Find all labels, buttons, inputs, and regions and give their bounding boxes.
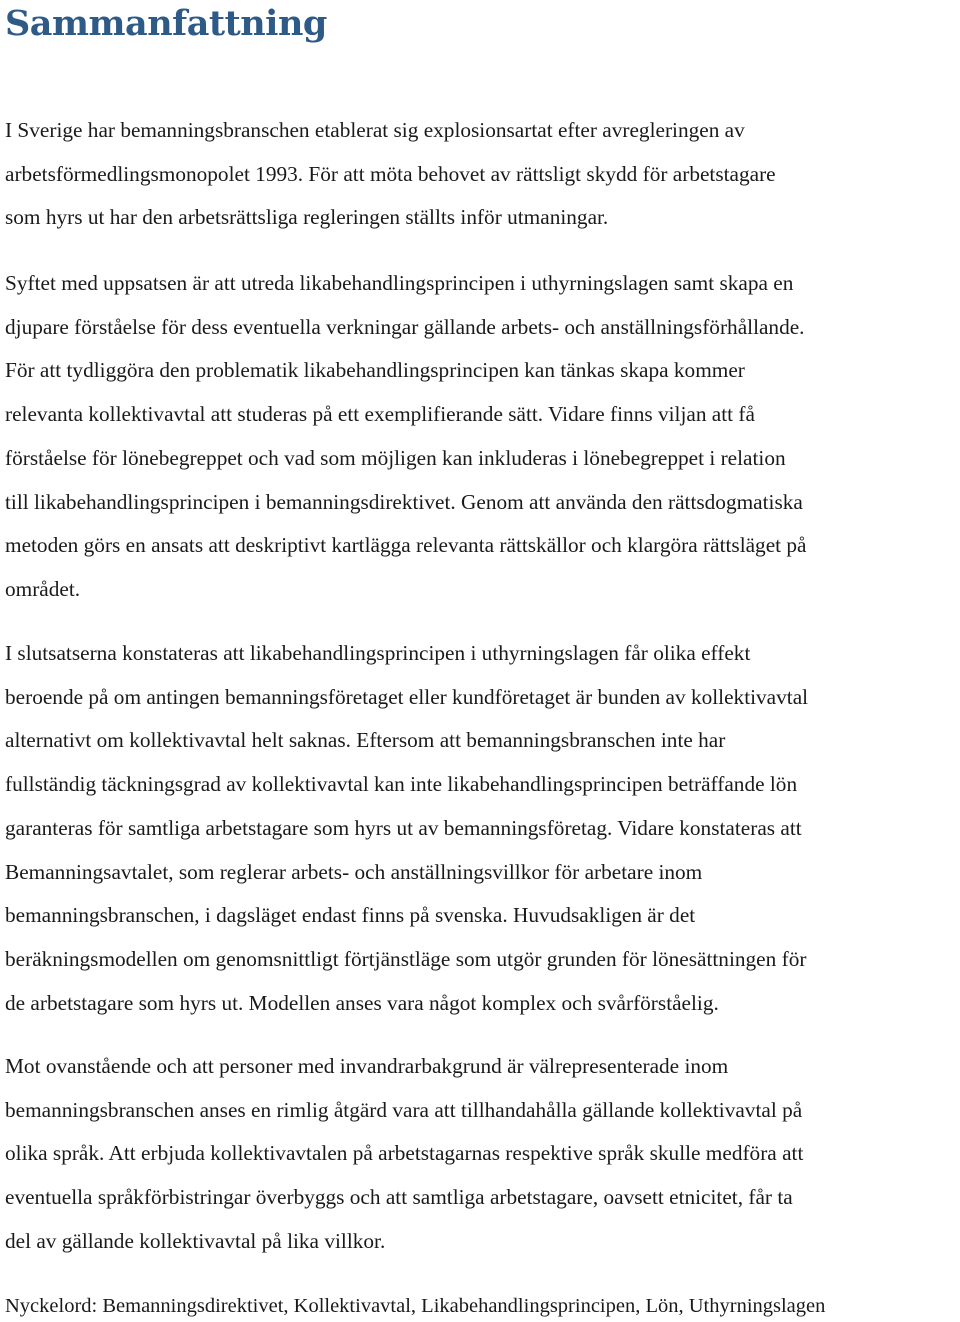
- paragraph-line: de arbetstagare som hyrs ut. Modellen anses vara något komplex och svårförståelig.: [5, 990, 719, 1015]
- paragraph-line: beräkningsmodellen om genomsnittligt förtjänstläge som utgör grunden för lönesättningen för: [5, 946, 807, 971]
- paragraph-background: [5, 109, 776, 240]
- paragraph-recommendation: [5, 1045, 803, 1264]
- paragraph-purpose: [5, 262, 807, 612]
- paragraph-line: Mot ovanstående och att personer med invandrarbakgrund är välrepresenterade inom: [5, 1054, 729, 1078]
- document-page: [5, 0, 955, 1317]
- paragraph-line: bemanningsbranschen anses en rimlig åtgärd vara att tillhandahålla gällande kollektivavtal på: [5, 1097, 803, 1122]
- paragraph-line: Bemanningsavtalet, som reglerar arbets- och anställningsvillkor för arbetare inom: [5, 859, 703, 884]
- paragraph-line: arbetsförmedlingsmonopolet 1993. För att möta behovet av rättsligt skydd för arbetstagare: [5, 161, 776, 186]
- paragraph-line: bemanningsbranschen, i dagsläget endast finns på svenska. Huvudsakligen är det: [5, 903, 696, 928]
- paragraph-line: metoden görs en ansats att deskriptivt kartlägga relevanta rättskällor och klargöra rättsläget på: [5, 533, 807, 558]
- paragraph-line: förståelse för lönebegreppet och vad som möjligen kan inkluderas i lönebegreppet i relation: [5, 445, 786, 470]
- paragraph-line: För att tydliggöra den problematik likabehandlingsprincipen kan tänkas skapa kommer: [5, 358, 745, 383]
- paragraph-line: I slutsatserna konstateras att likabehandlingsprincipen i uthyrningslagen får olika effekt: [5, 641, 751, 665]
- paragraph-line: I Sverige har bemanningsbranschen etablerat sig explosionsartat efter avregleringen av: [5, 118, 745, 142]
- paragraph-line: till likabehandlingsprincipen i bemanningsdirektivet. Genom att använda den rättsdogmatiska: [5, 489, 803, 514]
- paragraph-line: relevanta kollektivavtal att studeras på ett exemplifierande sätt. Vidare finns viljan att få: [5, 402, 755, 427]
- page-title: Sammanfattning: [5, 3, 327, 44]
- paragraph-line: fullständig täckningsgrad av kollektivavtal kan inte likabehandlingsprincipen beträffande lön: [5, 772, 798, 797]
- paragraph-line: som hyrs ut har den arbetsrättsliga regleringen ställts inför utmaningar.: [5, 205, 609, 230]
- paragraph-line: del av gällande kollektivavtal på lika villkor.: [5, 1228, 386, 1253]
- paragraph-line: beroende på om antingen bemanningsföretaget eller kundföretaget är bunden av kollektivavtal: [5, 684, 809, 709]
- paragraph-conclusions: [5, 632, 808, 1025]
- paragraph-line: Syftet med uppsatsen är att utreda likabehandlingsprincipen i uthyrningslagen samt skapa en: [5, 271, 794, 295]
- paragraph-line: området.: [5, 576, 81, 601]
- paragraph-line: alternativt om kollektivavtal helt saknas. Eftersom att bemanningsbranschen inte har: [5, 728, 726, 753]
- paragraph-line: garanteras för samtliga arbetstagare som hyrs ut av bemanningsföretag. Vidare konstateras att: [5, 815, 802, 840]
- keywords-line: Nyckelord: Bemanningsdirektivet, Kollektivavtal, Likabehandlingsprincipen, Lön, Uthyrningslagen: [5, 1295, 826, 1317]
- paragraph-line: olika språk. Att erbjuda kollektivavtalen på arbetstagarnas respektive språk skulle medföra att: [5, 1141, 804, 1166]
- paragraph-line: djupare förståelse för dess eventuella verkningar gällande arbets- och anställningsförhållande.: [5, 314, 805, 339]
- paragraph-line: eventuella språkförbistringar överbyggs och att samtliga arbetstagare, oavsett etnicitet, får ta: [5, 1185, 793, 1210]
